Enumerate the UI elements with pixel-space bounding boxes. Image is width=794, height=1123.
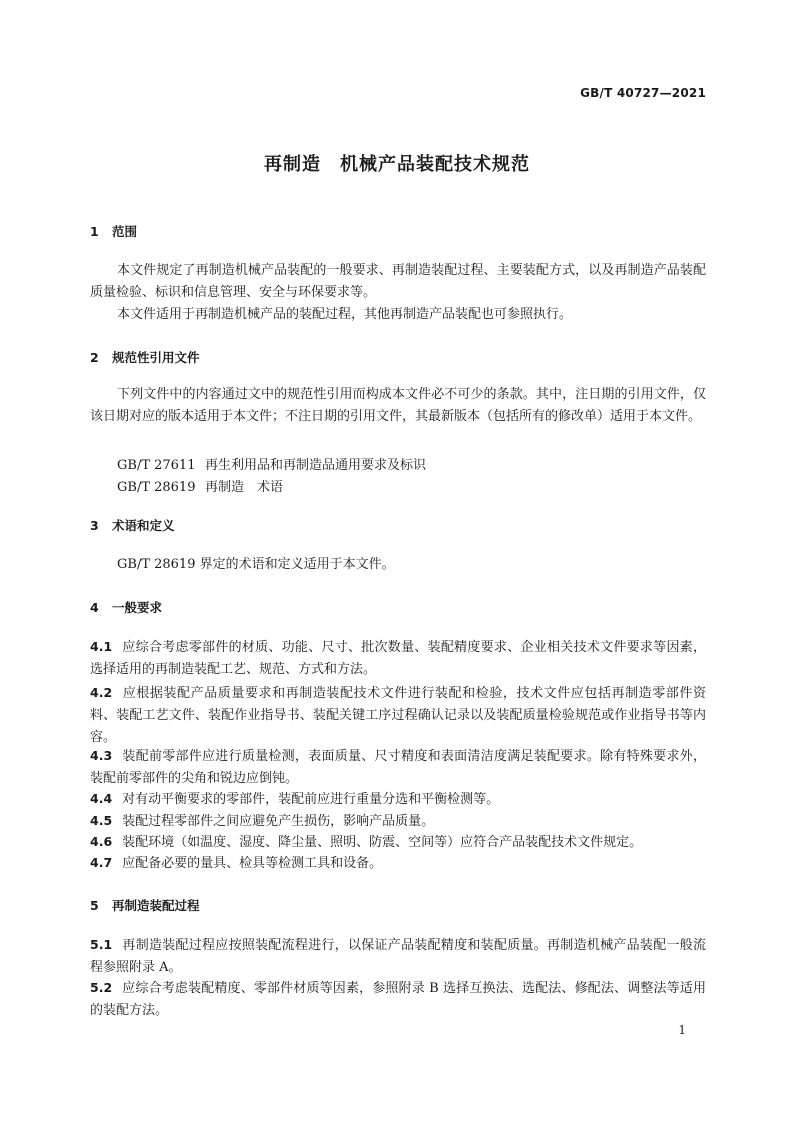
reference-item <box>117 454 426 473</box>
clause-text: 再制造装配过程应按照装配流程进行，以保证产品装配精度和装配质量。再制造机械产品装配一般流程参照附录 A。 <box>90 938 706 975</box>
standard-number: GB/T 40727—2021 <box>580 86 706 100</box>
clause-number: 5.2 <box>90 980 113 995</box>
clause-4-3 <box>90 745 706 790</box>
clause-text: 应根据装配产品质量要求和再制造装配技术文件进行装配和检验，技术文件应包括再制造零部件资料、装配工艺文件、装配作业指导书、装配关键工序过程确认记录以及装配质量检验规范或作业指导书等内容。 <box>90 686 706 745</box>
section-number: 3 <box>90 518 99 533</box>
reference-item <box>117 476 283 495</box>
clause-text: 应综合考虑装配精度、零部件材质等因素，参照附录 B 选择互换法、选配法、修配法、调整法等适用的装配方法。 <box>90 981 706 1018</box>
clause-text: 装配前零部件应进行质量检测，表面质量、尺寸精度和表面清洁度满足装配要求。除有特殊要求外，装配前零部件的尖角和锐边应倒钝。 <box>90 749 706 786</box>
clause-text: 应配备必要的量具、检具等检测工具和设备。 <box>122 856 383 871</box>
clause-text: 应综合考虑零部件的材质、功能、尺寸、批次数量、装配精度要求、企业相关技术文件要求等因素，选择适用的再制造装配工艺、规范、方式和方法。 <box>90 640 706 677</box>
clause-number: 4.1 <box>90 639 113 654</box>
reference-name: 再制造 术语 <box>205 480 284 495</box>
section-number: 5 <box>90 898 99 913</box>
page-number: 1 <box>678 1023 686 1037</box>
section-number: 2 <box>90 350 99 365</box>
clause-4-1 <box>90 636 706 681</box>
section-3-paragraph-1: GB/T 28619 界定的术语和定义适用于本文件。 <box>117 557 395 572</box>
document-title: 再制造 机械产品装配技术规范 <box>264 154 530 175</box>
section-title: 规范性引用文件 <box>112 350 200 365</box>
section-title: 一般要求 <box>112 600 163 615</box>
clause-4-6 <box>90 831 706 854</box>
reference-code: GB/T 27611 <box>117 458 196 473</box>
clause-5-2 <box>90 977 706 1022</box>
section-title: 术语和定义 <box>112 518 175 533</box>
clause-5-1 <box>90 934 706 979</box>
section-4-heading <box>90 598 162 616</box>
clause-4-2 <box>90 682 706 749</box>
clause-4-5 <box>90 810 706 833</box>
clause-4-7 <box>90 852 706 875</box>
clause-text: 装配过程零部件之间应避免产生损伤，影响产品质量。 <box>122 814 435 829</box>
section-title: 范围 <box>112 224 138 239</box>
section-title: 再制造装配过程 <box>112 898 200 913</box>
clause-number: 4.5 <box>90 813 113 828</box>
clause-4-4 <box>90 788 706 811</box>
clause-number: 4.2 <box>90 685 113 700</box>
clause-text: 对有动平衡要求的零部件，装配前应进行重量分选和平衡检测等。 <box>122 792 500 807</box>
section-1-paragraph-1: 本文件规定了再制造机械产品装配的一般要求、再制造装配过程、主要装配方式，以及再制造产品装配质量检验、标识和信息管理、安全与环保要求等。 <box>90 263 706 300</box>
section-number: 4 <box>90 600 99 615</box>
section-5-heading <box>90 896 200 914</box>
section-2-paragraph-1: 下列文件中的内容通过文中的规范性引用而构成本文件必不可少的条款。其中，注日期的引用文件，仅该日期对应的版本适用于本文件；不注日期的引用文件，其最新版本（包括所有的修改单）适用于本文件。 <box>90 387 706 424</box>
section-number: 1 <box>90 224 99 239</box>
clause-number: 4.3 <box>90 748 113 763</box>
clause-number: 4.6 <box>90 834 113 849</box>
clause-number: 4.7 <box>90 855 113 870</box>
reference-name: 再生利用品和再制造品通用要求及标识 <box>205 458 427 473</box>
clause-number: 4.4 <box>90 791 113 806</box>
section-3-heading <box>90 516 175 534</box>
section-1-heading <box>90 222 137 240</box>
reference-code: GB/T 28619 <box>117 480 196 495</box>
clause-text: 装配环境（如温度、湿度、降尘量、照明、防震、空间等）应符合产品装配技术文件规定。 <box>122 835 643 850</box>
clause-number: 5.1 <box>90 937 113 952</box>
section-1-paragraph-2: 本文件适用于再制造机械产品的装配过程，其他再制造产品装配也可参照执行。 <box>117 307 573 322</box>
section-2-heading <box>90 348 200 366</box>
